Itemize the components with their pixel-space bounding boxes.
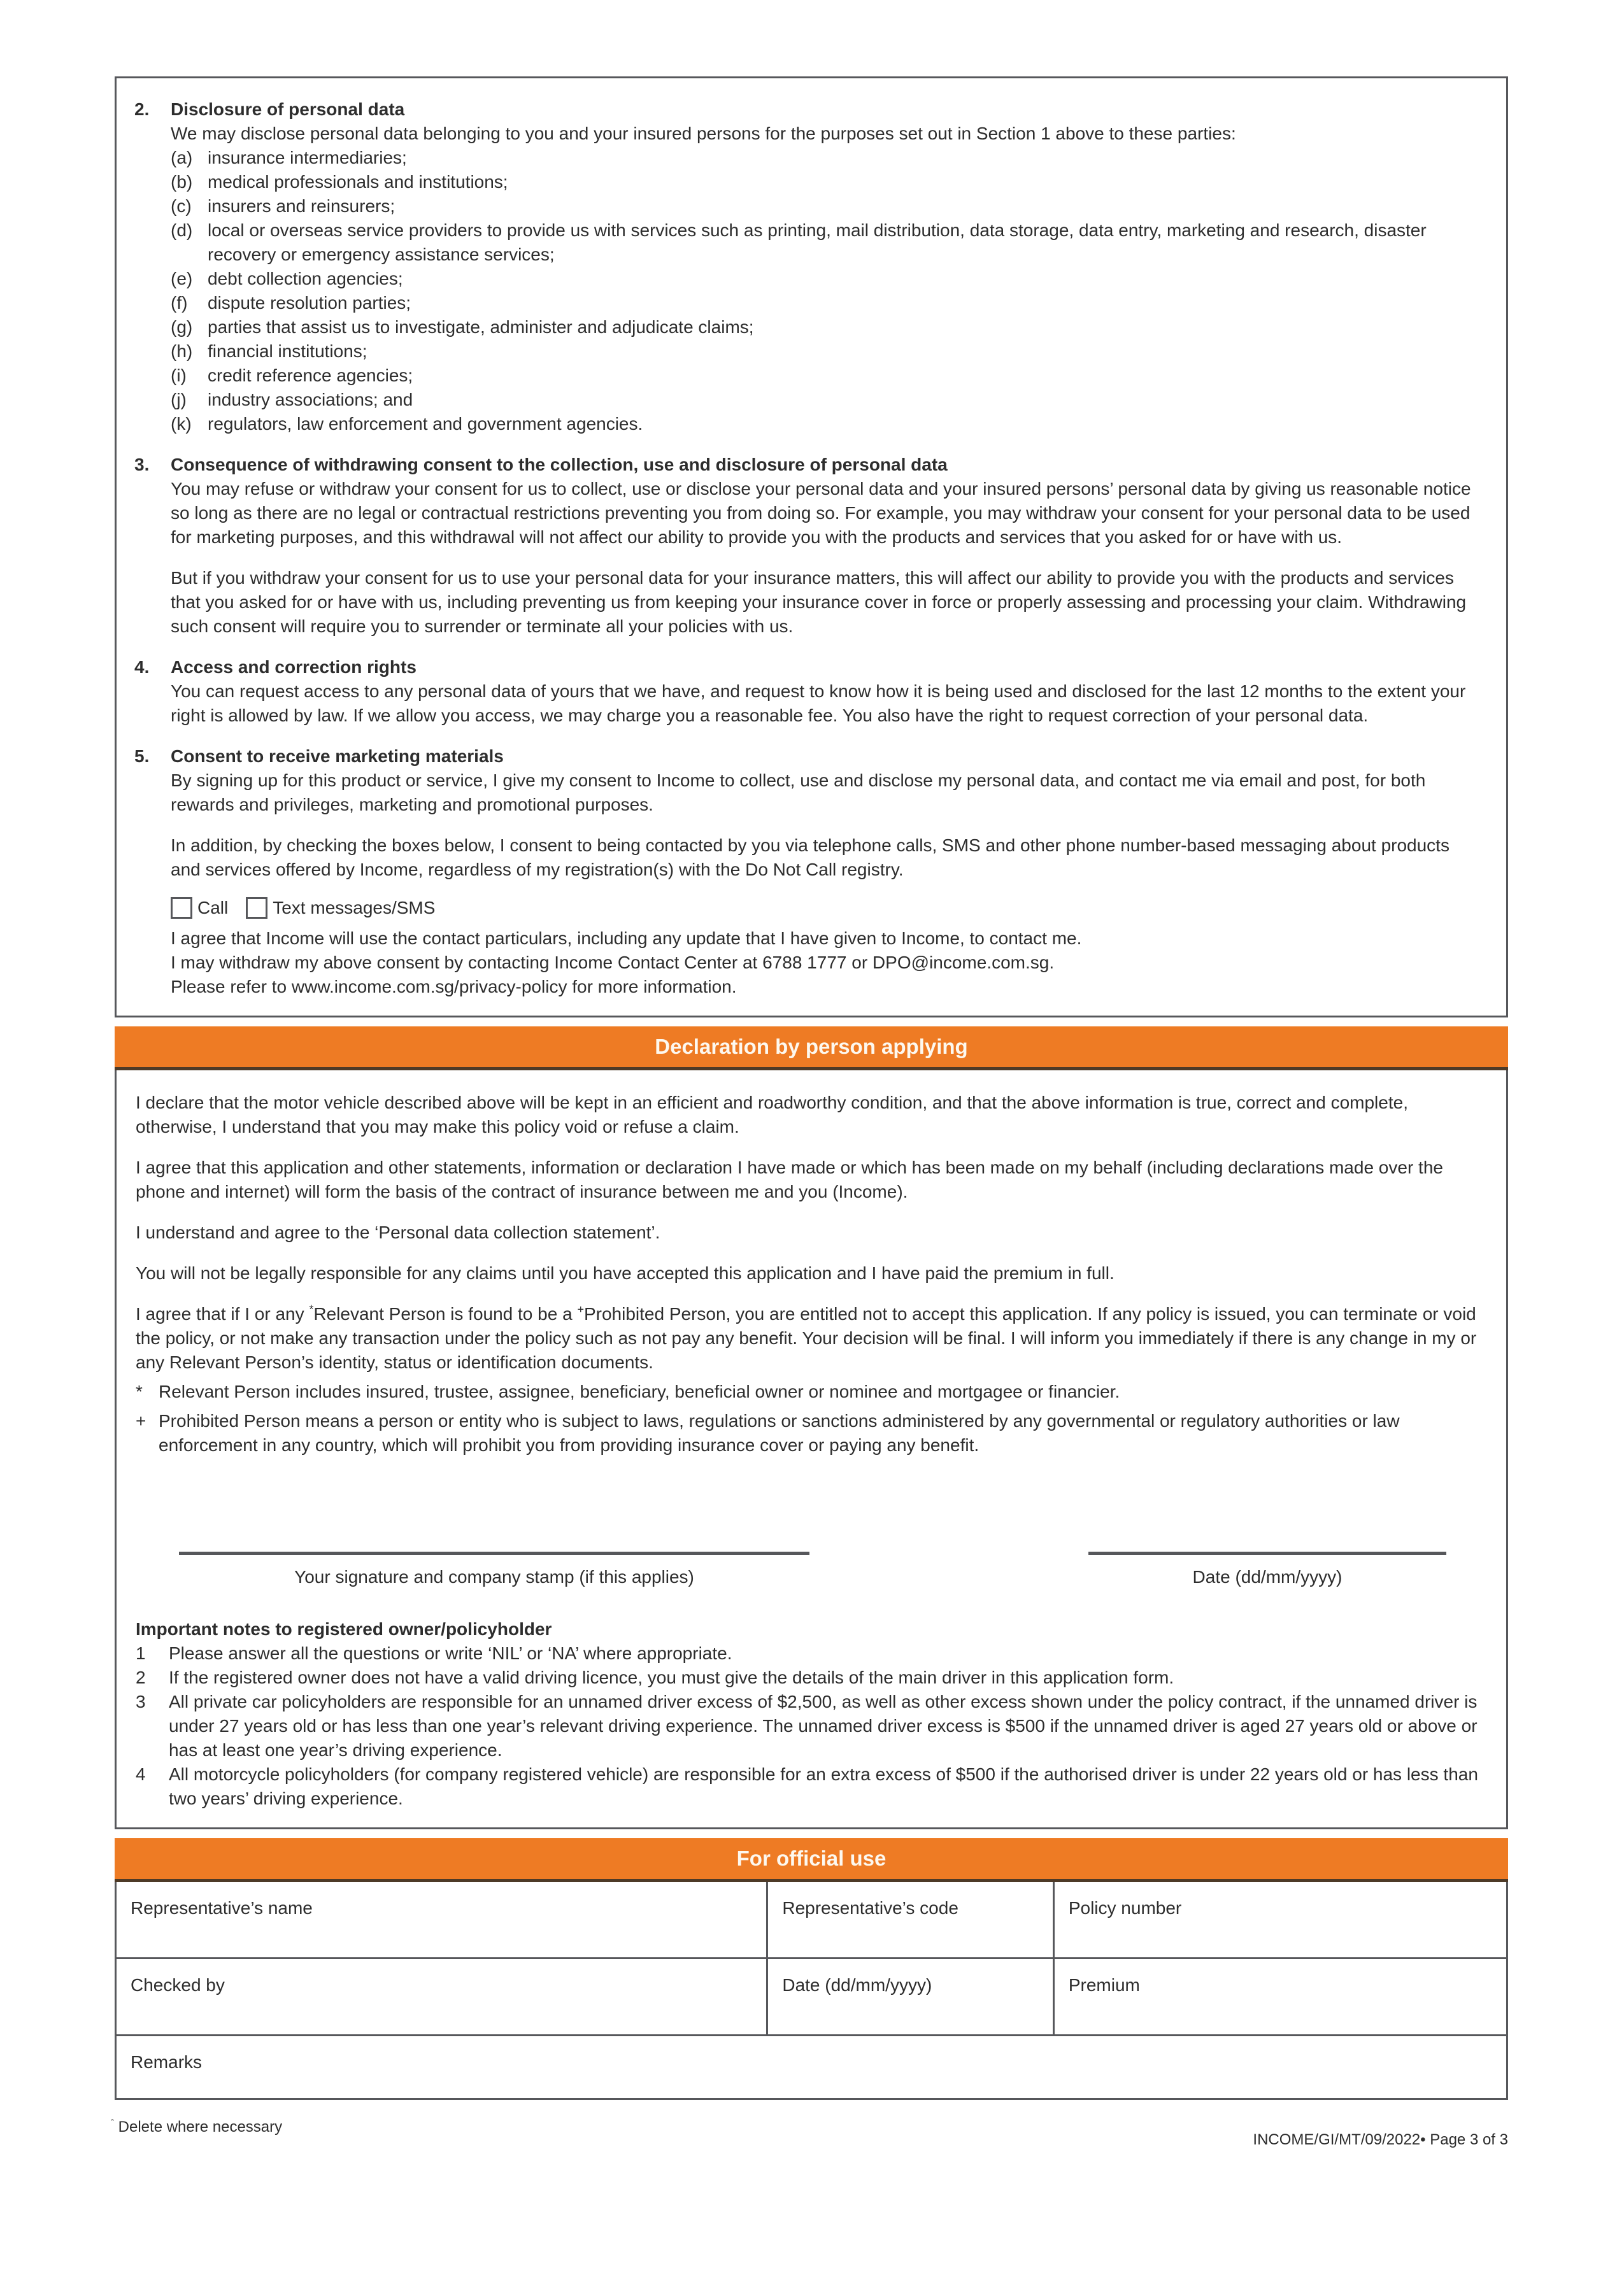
section-access-rights xyxy=(134,655,1479,728)
note-text: Please answer all the questions or write ‘NIL’ or ‘NA’ where appropriate. xyxy=(169,1643,732,1663)
section-intro: We may disclose personal data belonging to you and your insured persons for the purposes set out in Section 1 above to these parties: xyxy=(171,124,1236,143)
relevant-person-marker: * xyxy=(309,1303,314,1316)
note-number: 2 xyxy=(136,1668,146,1687)
declaration-paragraph: I declare that the motor vehicle described above will be kept in an efficient and roadworthy condition, and that the above information is true, correct and complete, otherwise, I understand that you may make this policy void or refuse a claim. xyxy=(136,1093,1408,1137)
section-withdraw-consequence xyxy=(134,453,1479,639)
paragraph: By signing up for this product or service, I give my consent to Income to collect, use and disclose my personal data, and contact me via email and post, for both rewards and privileges, marketing and promotional purposes. xyxy=(171,770,1426,814)
note-number: 4 xyxy=(136,1764,146,1784)
section-title: Consent to receive marketing materials xyxy=(171,746,504,766)
disclosure-party-item xyxy=(171,218,1479,267)
item-text: credit reference agencies; xyxy=(208,365,413,385)
item-text: industry associations; and xyxy=(208,390,413,409)
official-use-header-title: For official use xyxy=(736,1846,887,1870)
item-letter: (e) xyxy=(171,269,193,288)
field-label: Checked by xyxy=(131,1975,225,1995)
paragraph: In addition, by checking the boxes below, I consent to being contacted by you via telephone calls, SMS and other phone number-based messaging about products and services offered by Income, regardless of my registration(s) with the Do Not Call registry. xyxy=(171,835,1449,879)
disclosure-party-item xyxy=(171,388,1479,412)
disclosure-party-item xyxy=(171,291,1479,315)
checkbox-label: Text messages/SMS xyxy=(273,898,436,918)
item-text: dispute resolution parties; xyxy=(208,293,411,313)
disclosure-party-item xyxy=(171,146,1479,170)
delete-where-necessary-note: $^ˆ$ Delete where necessary xyxy=(111,2118,283,2136)
footnote xyxy=(136,1380,1479,1404)
declaration-header-bar xyxy=(115,1026,1508,1070)
page-footer xyxy=(111,2114,1508,2150)
important-note xyxy=(136,1666,1479,1690)
representative-name-field[interactable] xyxy=(117,1882,768,1957)
section-marketing-consent xyxy=(134,744,1479,999)
important-notes-title: Important notes to registered owner/policyholder xyxy=(136,1619,552,1639)
important-notes-list xyxy=(136,1641,1479,1811)
note-number: 3 xyxy=(136,1692,146,1711)
disclosure-party-item xyxy=(171,412,1479,436)
disclosure-party-item xyxy=(171,170,1479,194)
declaration-header-title: Declaration by person applying xyxy=(655,1035,968,1058)
paragraph: You may refuse or withdraw your consent for us to collect, use or disclose your personal data and your insured persons’ personal data by giving us reasonable notice so long as there are no legal or contractual restrictions preventing you from doing so. For example, you may withdraw your consent for your personal data to be used for marketing purposes, and this withdrawal will not affect our ability to provide you with the products and services that you asked for or have with us. xyxy=(171,479,1471,547)
consent-line: I agree that Income will use the contact particulars, including any update that I have given to Income, to contact me. xyxy=(171,928,1082,948)
caret-marker: ˆ xyxy=(111,2118,114,2129)
footnote-marker: * xyxy=(136,1382,143,1401)
field-label: Premium xyxy=(1068,1975,1140,1995)
prohibited-person-marker: + xyxy=(577,1303,584,1316)
checkbox-label: Call xyxy=(197,898,229,918)
item-text: medical professionals and institutions; xyxy=(208,172,508,192)
declaration-footnotes xyxy=(136,1380,1479,1457)
item-letter: (i) xyxy=(171,365,187,385)
footnote-marker: + xyxy=(136,1411,146,1431)
consent-statements xyxy=(171,926,1479,999)
section-title: Consequence of withdrawing consent to the collection, use and disclosure of personal data xyxy=(171,455,948,474)
date-field[interactable] xyxy=(768,1959,1054,2034)
item-text: debt collection agencies; xyxy=(208,269,403,288)
representative-code-field[interactable] xyxy=(768,1882,1054,1957)
item-letter: (h) xyxy=(171,341,193,361)
signature-label: Your signature and company stamp (if this applies) xyxy=(294,1567,694,1587)
premium-field[interactable] xyxy=(1055,1959,1506,2034)
item-letter: (f) xyxy=(171,293,188,313)
item-text: parties that assist us to investigate, administer and adjudicate claims; xyxy=(208,317,754,337)
consent-checkbox-item xyxy=(171,896,228,920)
item-text: financial institutions; xyxy=(208,341,367,361)
checkbox-icon[interactable] xyxy=(246,897,267,919)
section-number: 3. xyxy=(134,455,150,474)
signature-row xyxy=(136,1552,1479,1589)
declaration-paragraph: You will not be legally responsible for any claims until you have accepted this application and I have paid the premium in full. xyxy=(136,1263,1115,1283)
consent-line: Please refer to www.income.com.sg/privacy-policy for more information. xyxy=(171,977,737,996)
form-reference-and-page-number: INCOME/GI/MT/09/2022• Page 3 of 3 xyxy=(1253,2131,1508,2148)
disclosure-party-item xyxy=(171,339,1479,364)
disclosure-parties-list xyxy=(171,146,1479,436)
item-letter: (c) xyxy=(171,196,192,216)
official-use-row xyxy=(117,1882,1506,1957)
item-text: insurers and reinsurers; xyxy=(208,196,395,216)
personal-data-statement-box xyxy=(115,76,1508,1017)
item-text: local or overseas service providers to provide us with services such as printing, mail distribution, data storage, data entry, marketing and research, disaster recovery or emergency assistance services; xyxy=(208,220,1427,264)
consent-checkbox-item xyxy=(246,896,435,920)
footnote-text: Relevant Person includes insured, trustee, assignee, beneficiary, beneficial owner or nominee and mortgagee or financier. xyxy=(159,1382,1120,1401)
field-label: Policy number xyxy=(1068,1898,1182,1918)
date-line[interactable] xyxy=(1088,1552,1446,1555)
section-title: Access and correction rights xyxy=(171,657,417,677)
paragraph: But if you withdraw your consent for us to use your personal data for your insurance matters, this will affect our ability to provide you with the products and services that you asked for or have with us, including preventing us from keeping your insurance cover in force or properly assessing and processing your claim. Withdrawing such consent will require you to surrender or terminate all your policies with us. xyxy=(171,568,1467,636)
disclosure-party-item xyxy=(171,364,1479,388)
consent-line: I may withdraw my above consent by contacting Income Contact Center at 6788 1777 or DPO@income.com.sg. xyxy=(171,953,1055,972)
item-text: regulators, law enforcement and government agencies. xyxy=(208,414,643,434)
official-use-row xyxy=(117,1957,1506,2034)
section-number: 5. xyxy=(134,746,150,766)
field-label: Representative’s name xyxy=(131,1898,313,1918)
section-number: 2. xyxy=(134,99,150,119)
disclosure-party-item xyxy=(171,315,1479,339)
section-disclosure xyxy=(134,97,1479,436)
section-title: Disclosure of personal data xyxy=(171,99,405,119)
item-letter: (j) xyxy=(171,390,187,409)
item-text: insurance intermediaries; xyxy=(208,148,407,167)
note-text: If the registered owner does not have a valid driving licence, you must give the details of the main driver in this application form. xyxy=(169,1668,1174,1687)
declaration-box xyxy=(115,1070,1508,1829)
paragraph: You can request access to any personal data of yours that we have, and request to know how it is being used and disclosed for the last 12 months to the extent your right is allowed by law. If we allow you access, we may charge you a reasonable fee. You also have the right to request correction of your personal data. xyxy=(171,681,1466,725)
field-label: Representative’s code xyxy=(782,1898,958,1918)
field-label: Date (dd/mm/yyyy) xyxy=(782,1975,932,1995)
disclosure-party-item xyxy=(171,194,1479,218)
date-label: Date (dd/mm/yyyy) xyxy=(1192,1567,1343,1587)
official-use-table xyxy=(115,1882,1508,2100)
remarks-field[interactable] xyxy=(117,2034,1506,2098)
declaration-paragraph: I agree that this application and other statements, information or declaration I have made or which has been made on my behalf (including declarations made over the phone and internet) will form the basis of the contract of insurance between me and you (Income). xyxy=(136,1158,1443,1201)
signature-line[interactable] xyxy=(179,1552,809,1555)
important-note xyxy=(136,1762,1479,1811)
section-number: 4. xyxy=(134,657,150,677)
footnote xyxy=(136,1409,1479,1457)
note-text: All private car policyholders are responsible for an unnamed driver excess of $2,500, as well as other excess shown under the policy contract, if the unnamed driver is under 27 years old or has less than one year’s relevant driving experience. The unnamed driver excess is $500 if the unnamed driver is aged 27 years old or above or has at least one year’s driving experience. xyxy=(169,1692,1478,1760)
official-use-header-bar xyxy=(115,1838,1508,1882)
policy-number-field[interactable] xyxy=(1055,1882,1506,1957)
footnote-text: Prohibited Person means a person or entity who is subject to laws, regulations or sanctions administered by any governmental or regulatory authorities or law enforcement in any country, which will prohibit you from providing insurance cover or paying any benefit. xyxy=(159,1411,1400,1455)
item-letter: (b) xyxy=(171,172,193,192)
item-letter: (k) xyxy=(171,414,192,434)
signature-block xyxy=(179,1552,809,1589)
important-note xyxy=(136,1690,1479,1762)
field-label: Remarks xyxy=(131,2052,203,2072)
marketing-consent-checkboxes xyxy=(171,896,1479,920)
item-letter: (d) xyxy=(171,220,193,240)
checked-by-field[interactable] xyxy=(117,1959,768,2034)
note-number: 1 xyxy=(136,1643,146,1663)
declaration-paragraph-prohibited-person: I agree that if I or any *Relevant Person is found to be a +Prohibited Person, you are entitled not to accept this application. If any policy is issued, you can terminate or void the policy, or not make any transaction under the policy such as not pay any benefit. Your decision will be final. I will inform you immediately if there is any change in my or any Relevant Person’s identity, status or identification documents. xyxy=(136,1303,1477,1372)
checkbox-icon[interactable] xyxy=(171,897,192,919)
declaration-paragraph: I understand and agree to the ‘Personal data collection statement’. xyxy=(136,1222,660,1242)
note-text: All motorcycle policyholders (for company registered vehicle) are responsible for an extra excess of $500 if the authorised driver is under 22 years old or has less than two years’ driving experience. xyxy=(169,1764,1478,1808)
important-note xyxy=(136,1641,1479,1666)
item-letter: (g) xyxy=(171,317,193,337)
date-block xyxy=(1088,1552,1446,1589)
disclosure-party-item xyxy=(171,267,1479,291)
item-letter: (a) xyxy=(171,148,193,167)
